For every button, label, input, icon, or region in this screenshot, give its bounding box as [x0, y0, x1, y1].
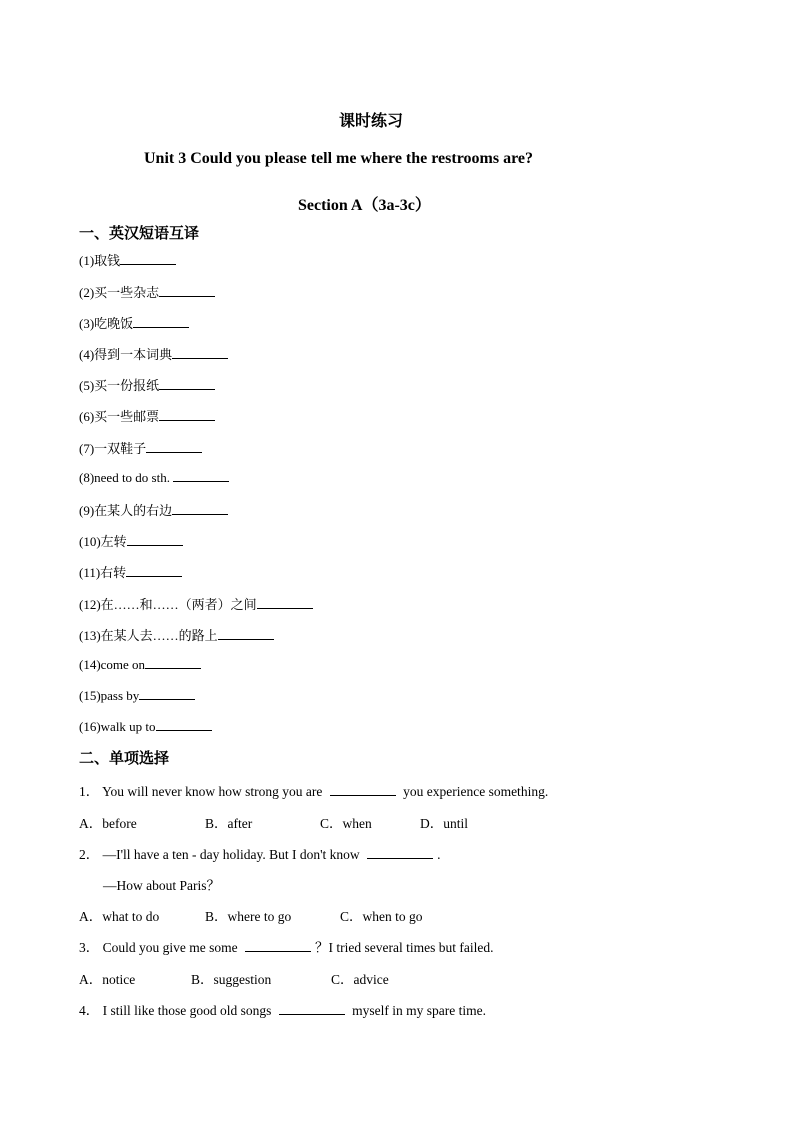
answer-blank[interactable] [127, 533, 183, 546]
answer-blank[interactable] [159, 408, 215, 421]
option-a[interactable]: A．what to do [79, 909, 160, 924]
option-d[interactable]: D．until [420, 816, 469, 831]
question-number: 4． [79, 1003, 100, 1018]
answer-blank[interactable] [145, 656, 201, 669]
question-text: . [437, 847, 441, 862]
phrase-text: (1)取钱 [79, 253, 121, 268]
question-text: —I'll have a ten - day holiday. But I don't know [102, 847, 360, 862]
question-2 [79, 843, 440, 863]
phrase-text: (15)pass by [79, 688, 140, 703]
answer-blank[interactable] [279, 1002, 345, 1015]
part2-heading: 二、单项选择 [79, 751, 170, 767]
phrase-item [79, 469, 229, 486]
phrase-text: (3)吃晚饭 [79, 316, 134, 331]
phrase-text: (5)买一份报纸 [79, 378, 160, 393]
phrase-text: (12)在……和……（两者）之间 [79, 597, 257, 612]
question-4 [79, 999, 486, 1019]
question-text: Could you give me some [102, 940, 238, 955]
question-3 [79, 936, 493, 956]
answer-blank[interactable] [133, 315, 189, 328]
option-b[interactable]: B．where to go [205, 909, 292, 924]
phrase-item [79, 562, 182, 581]
phrase-item [79, 625, 274, 644]
answer-blank[interactable] [159, 377, 215, 390]
answer-blank[interactable] [245, 939, 311, 952]
phrase-text: (16)walk up to [79, 719, 156, 734]
question-1-options [79, 812, 468, 832]
answer-blank[interactable] [257, 596, 313, 609]
phrase-item [79, 406, 215, 425]
phrase-text: (7)一双鞋子 [79, 441, 147, 456]
phrase-text: (13)在某人去……的路上 [79, 628, 218, 643]
option-c[interactable]: C．when to go [340, 909, 423, 924]
answer-blank[interactable] [172, 502, 228, 515]
phrase-item [79, 718, 212, 735]
unit-title: Unit 3 Could you please tell me where the restrooms are? [144, 150, 533, 167]
phrase-item [79, 344, 228, 363]
phrase-item [79, 531, 183, 550]
question-1 [79, 780, 548, 800]
phrase-text: (14)come on [79, 657, 146, 672]
option-c[interactable]: C．when [320, 816, 372, 831]
option-a[interactable]: A．notice [79, 972, 136, 987]
answer-blank[interactable] [367, 846, 433, 859]
option-b[interactable]: B．suggestion [191, 972, 272, 987]
phrase-text: (8)need to do sth. [79, 470, 174, 485]
question-text: you experience something. [403, 784, 549, 799]
phrase-text: (9)在某人的右边 [79, 503, 173, 518]
phrase-item [79, 594, 313, 613]
answer-blank[interactable] [159, 284, 215, 297]
answer-blank[interactable] [120, 252, 176, 265]
phrase-item [79, 250, 176, 269]
phrase-text: (10)左转 [79, 534, 127, 549]
phrase-item [79, 438, 202, 457]
answer-blank[interactable] [172, 346, 228, 359]
page-title: 课时练习 [339, 113, 404, 130]
answer-blank[interactable] [126, 564, 182, 577]
option-a[interactable]: A．before [79, 816, 137, 831]
question-text: You will never know how strong you are [102, 784, 323, 799]
question-2-options [79, 905, 423, 925]
question-number: 2． [79, 847, 100, 862]
phrase-item [79, 282, 215, 301]
answer-blank[interactable] [146, 440, 202, 453]
answer-blank[interactable] [218, 627, 274, 640]
question-number: 3． [79, 940, 100, 955]
phrase-text: (2)买一些杂志 [79, 285, 160, 300]
question-text: myself in my spare time. [352, 1003, 486, 1018]
answer-blank[interactable] [156, 718, 212, 731]
section-title: Section A（3a-3c） [298, 197, 431, 214]
phrase-item [79, 375, 215, 394]
question-text: ？I tried several times but failed. [315, 940, 494, 955]
phrase-item [79, 313, 189, 332]
option-c[interactable]: C．advice [331, 972, 389, 987]
question-2-reply: —How about Paris？ [103, 878, 220, 893]
answer-blank[interactable] [330, 783, 396, 796]
question-3-options [79, 968, 389, 988]
question-number: 1． [79, 784, 100, 799]
phrase-item [79, 687, 195, 704]
phrase-text: (11)右转 [79, 565, 127, 580]
question-text: I still like those good old songs [102, 1003, 272, 1018]
phrase-text: (6)买一些邮票 [79, 409, 160, 424]
phrase-text: (4)得到一本词典 [79, 347, 173, 362]
phrase-item [79, 656, 201, 673]
answer-blank[interactable] [173, 469, 229, 482]
option-b[interactable]: B．after [205, 816, 253, 831]
phrase-item [79, 500, 228, 519]
part1-heading: 一、英汉短语互译 [79, 226, 200, 242]
answer-blank[interactable] [139, 687, 195, 700]
